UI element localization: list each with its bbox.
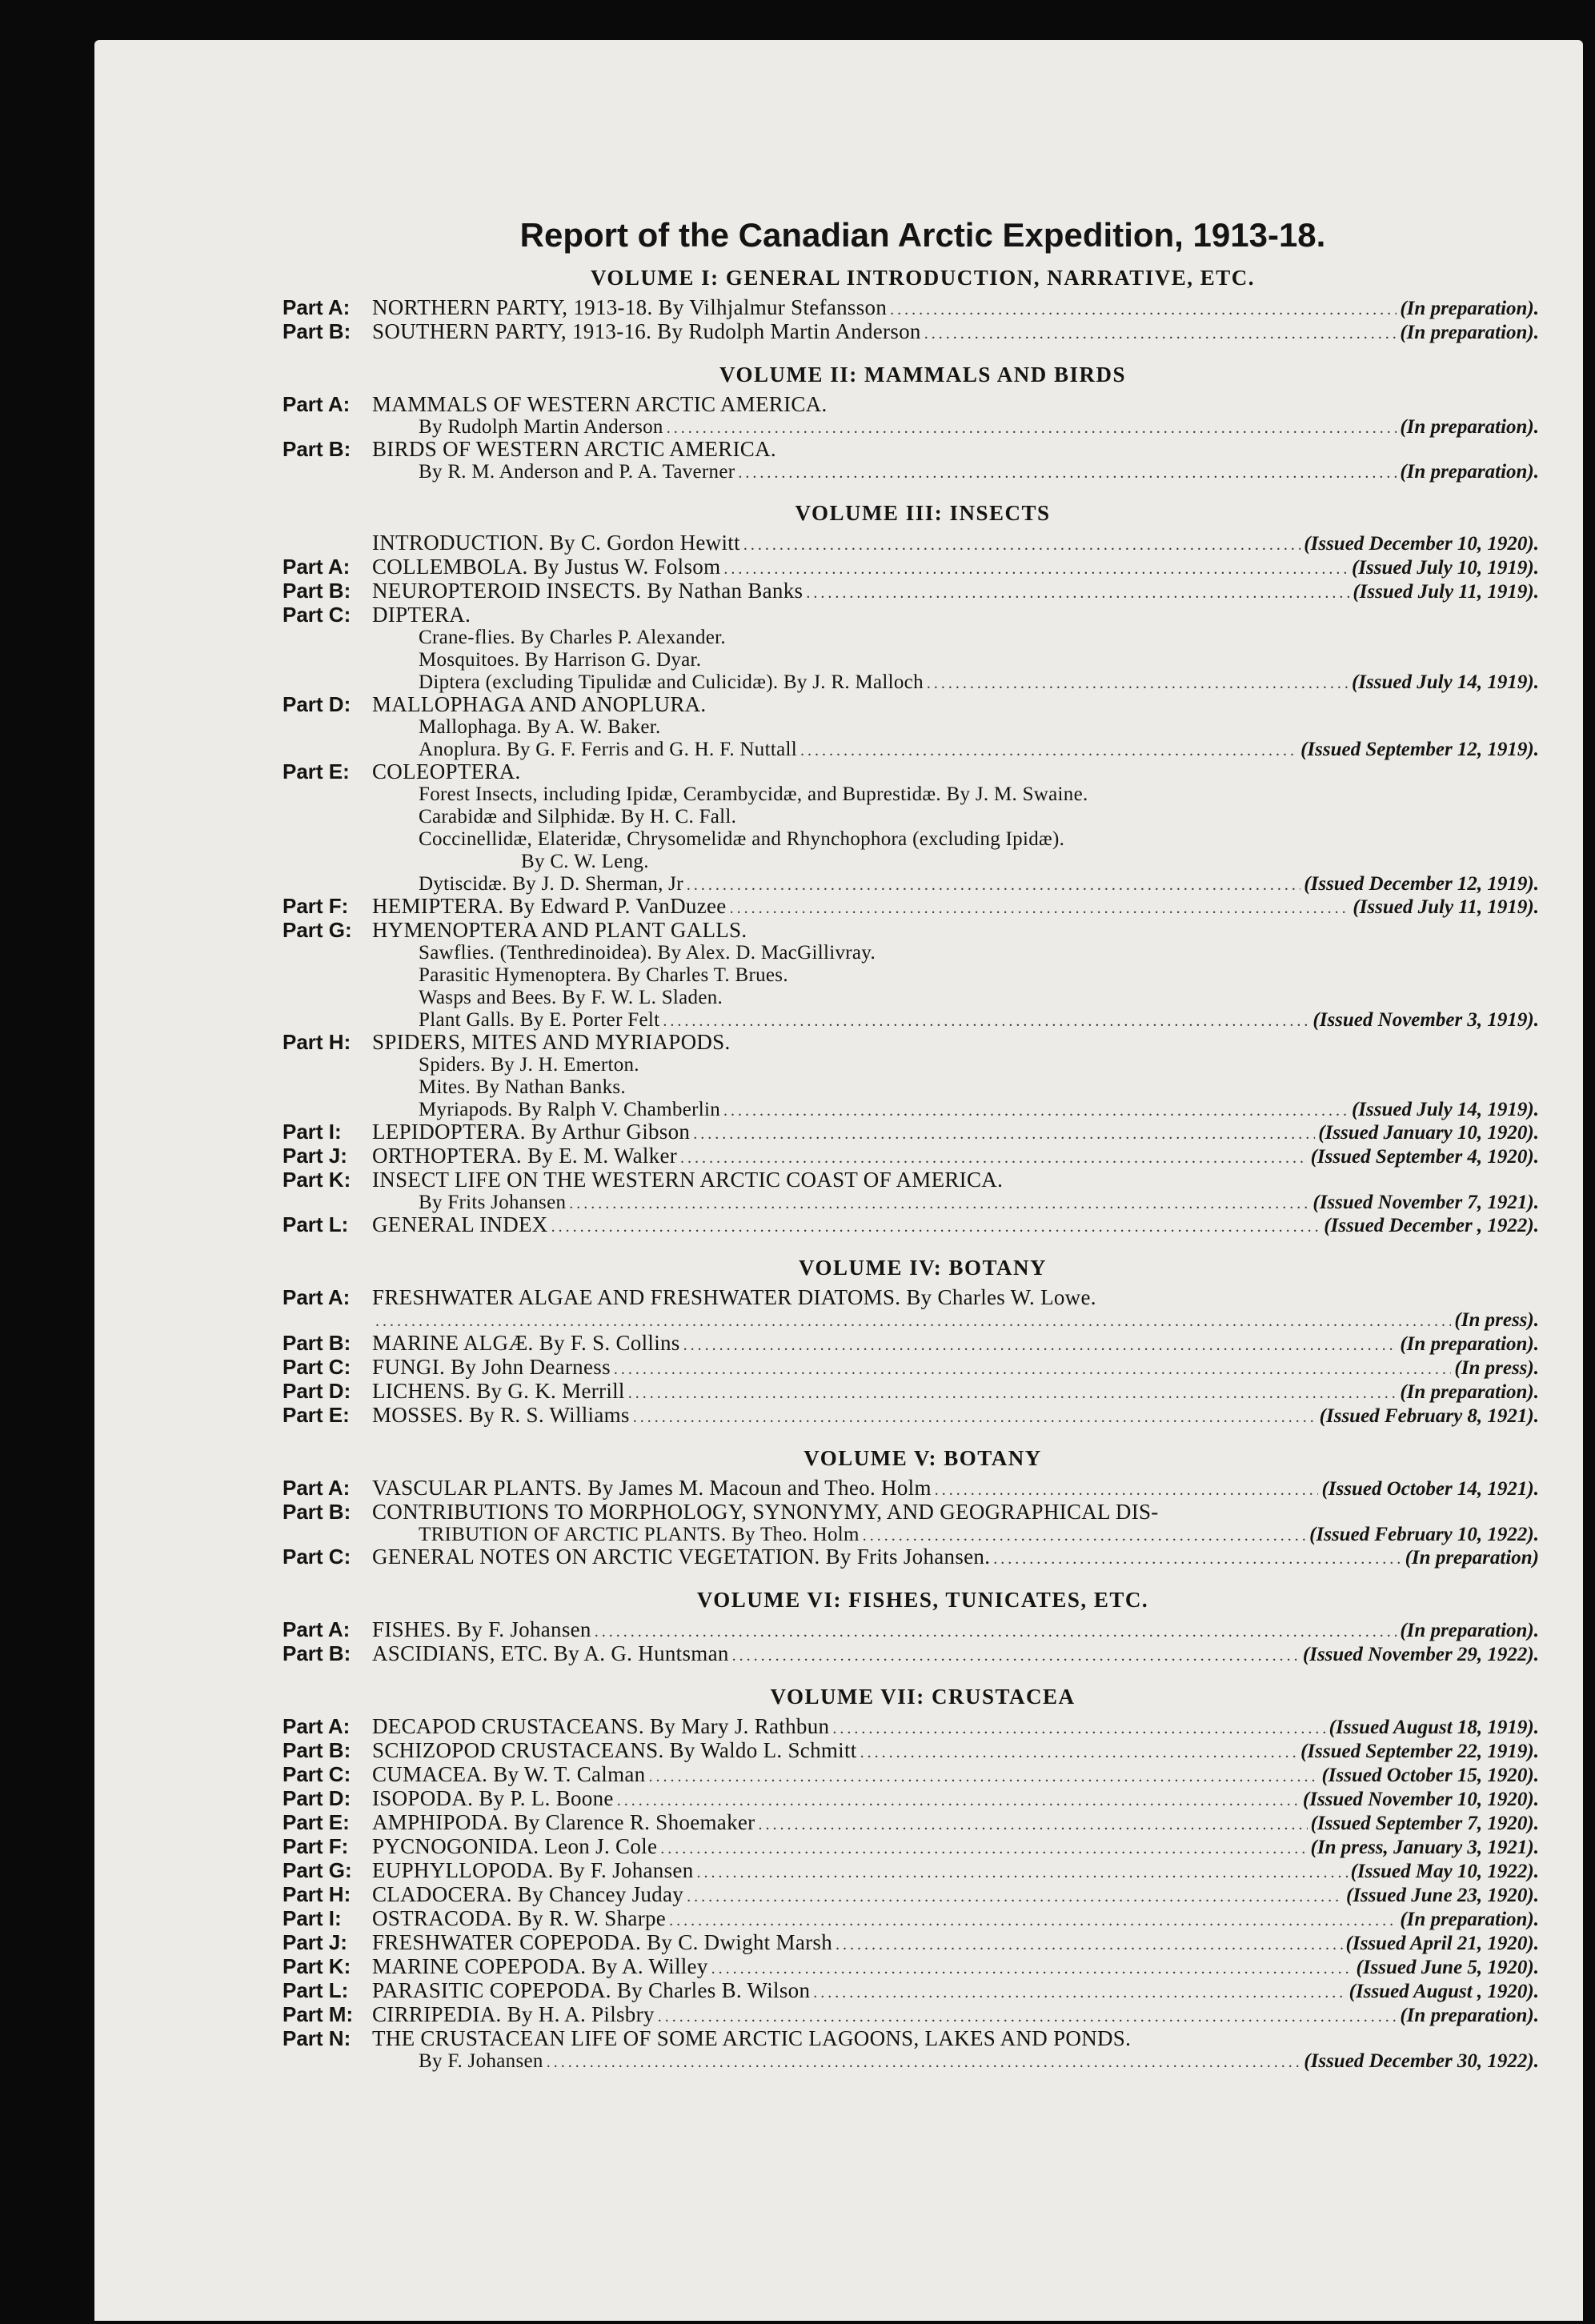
status-label: (Issued February 10, 1922). (1309, 1524, 1539, 1545)
entry-row (283, 1716, 1539, 1740)
part-label: Part B: (283, 1738, 351, 1762)
entry-row (283, 297, 1539, 321)
leader-dots (687, 1886, 1343, 1908)
entry-text: Mosquitoes. By Harrison G. Dyar. (419, 649, 702, 671)
part-label: Part K: (283, 1168, 351, 1192)
entry-text: GENERAL INDEX (372, 1212, 548, 1236)
leader-dots (680, 1148, 1308, 1169)
entry-row (283, 1191, 1539, 1214)
volume-heading: VOLUME VII: CRUSTACEA (770, 1685, 1076, 1709)
leader-dots (832, 1718, 1325, 1740)
entry-text: PARASITIC COPEPODA. By Charles B. Wilson (372, 1978, 811, 2002)
entry-text: OSTRACODA. By R. W. Sharpe (372, 1906, 667, 1930)
part-label: Part H: (283, 1030, 351, 1054)
part-label: Part E: (283, 759, 350, 783)
leader-dots (697, 1862, 1348, 1884)
status-label: (Issued June 5, 1920). (1356, 1957, 1539, 1978)
status-label: (Issued February 8, 1921). (1319, 1405, 1539, 1427)
status-label: (Issued September 12, 1919). (1300, 739, 1539, 760)
leader-dots (927, 673, 1349, 694)
leader-dots (663, 1011, 1309, 1032)
entry-row (283, 783, 1539, 805)
status-label: (In preparation). (1400, 1620, 1539, 1641)
leader-dots (723, 1100, 1349, 1121)
part-label: Part C: (283, 1545, 351, 1569)
entry-text: INTRODUCTION. By C. Gordon Hewitt (372, 531, 740, 555)
entry-text: DIPTERA. (372, 603, 471, 627)
leader-dots (628, 1383, 1397, 1404)
leader-dots (658, 2006, 1397, 2028)
entry-row (283, 648, 1539, 671)
entry-row (283, 1619, 1539, 1643)
entry-text: HYMENOPTERA AND PLANT GALLS. (372, 918, 747, 942)
entry-row (283, 1008, 1539, 1032)
leader-dots (860, 1742, 1298, 1764)
entry-row (283, 1788, 1539, 1812)
entry-row (283, 1169, 1539, 1191)
entry-text: Parasitic Hymenoptera. By Charles T. Brues. (419, 964, 788, 986)
volume-heading: VOLUME I: GENERAL INTRODUCTION, NARRATIVE, ETC. (590, 266, 1256, 290)
entry-text: By R. M. Anderson and P. A. Taverner (419, 461, 735, 483)
status-label: (Issued December , 1922). (1324, 1215, 1539, 1236)
part-label: Part K: (283, 1954, 351, 1978)
leader-dots (738, 463, 1397, 483)
part-label: Part A: (283, 295, 351, 319)
entry-row (283, 321, 1539, 345)
entry-row (283, 896, 1539, 920)
entry-row (283, 1145, 1539, 1169)
status-label: (In preparation). (1400, 322, 1539, 343)
part-label: Part J: (283, 1144, 347, 1168)
part-label: Part D: (283, 1379, 351, 1403)
entry-text: By F. Johansen (419, 2050, 543, 2072)
entry-row (283, 2050, 1539, 2073)
status-label: (In preparation). (1400, 298, 1539, 319)
status-label: (Issued November 3, 1919). (1312, 1009, 1539, 1031)
part-label: Part L: (283, 1978, 349, 2002)
entry-text: ORTHOPTERA. By E. M. Walker (372, 1144, 678, 1168)
part-label: Part I: (283, 1120, 342, 1144)
leader-dots (993, 1549, 1401, 1570)
status-label: (Issued July 11, 1919). (1353, 581, 1539, 603)
status-label: (Issued April 21, 1920). (1345, 1933, 1539, 1954)
entry-text: NORTHERN PARTY, 1913-18. By Vilhjalmur Stefansson (372, 295, 888, 319)
entry-row (283, 580, 1539, 604)
entry-text: Myriapods. By Ralph V. Chamberlin (419, 1099, 721, 1120)
entry-text: By Rudolph Martin Anderson (419, 416, 663, 438)
leader-dots (551, 1216, 1321, 1238)
entry-text: DECAPOD CRUSTACEANS. By Mary J. Rathbun (372, 1714, 830, 1738)
part-label: Part L: (283, 1212, 349, 1236)
part-label: Part H: (283, 1882, 351, 1906)
entry-row (283, 1332, 1539, 1356)
entry-row (283, 805, 1539, 827)
entry-row (283, 1932, 1539, 1956)
status-label: (Issued January 10, 1920). (1318, 1122, 1539, 1144)
status-label: (Issued July 14, 1919). (1351, 1099, 1539, 1120)
status-label: (In preparation). (1400, 1381, 1539, 1403)
entry-text: LICHENS. By G. K. Merrill (372, 1379, 625, 1403)
status-label: (In preparation). (1400, 416, 1539, 438)
leader-dots (617, 1790, 1300, 1812)
leader-dots (648, 1766, 1318, 1788)
entry-row (283, 761, 1539, 783)
part-label: Part D: (283, 692, 351, 716)
entry-text: CLADOCERA. By Chancey Juday (372, 1882, 684, 1906)
entry-text: MOSSES. By R. S. Williams (372, 1403, 630, 1427)
entry-text: FRESHWATER ALGAE AND FRESHWATER DIATOMS. By Charles W. Lowe. (372, 1285, 1096, 1309)
leader-dots (614, 1359, 1452, 1380)
status-label: (In press). (1454, 1357, 1539, 1379)
part-label: Part D: (283, 1786, 351, 1810)
status-label: (In preparation). (1400, 461, 1539, 483)
entry-row (283, 1356, 1539, 1380)
entry-text: THE CRUSTACEAN LIFE OF SOME ARCTIC LAGOONS, LAKES AND PONDS. (372, 2026, 1132, 2050)
part-label: Part C: (283, 1762, 351, 1786)
entry-row (283, 738, 1539, 761)
entry-text: EUPHYLLOPODA. By F. Johansen (372, 1858, 694, 1882)
volume-heading: VOLUME VI: FISHES, TUNICATES, ETC. (696, 1588, 1149, 1612)
leader-dots (669, 1910, 1397, 1932)
entry-text: SOUTHERN PARTY, 1913-16. By Rudolph Martin Anderson (372, 319, 921, 343)
entry-row (283, 1764, 1539, 1788)
leader-dots (633, 1407, 1316, 1428)
part-label: Part I: (283, 1906, 342, 1930)
entry-row (283, 1643, 1539, 1667)
entry-text: SCHIZOPOD CRUSTACEANS. By Waldo L. Schmitt (372, 1738, 857, 1762)
part-label: Part B: (283, 1641, 351, 1665)
entry-row (283, 920, 1539, 941)
entry-text: FRESHWATER COPEPODA. By C. Dwight Marsh (372, 1930, 833, 1954)
entry-text: Dytiscidæ. By J. D. Sherman, Jr (419, 873, 683, 895)
entry-text: Wasps and Bees. By F. W. L. Sladen. (419, 987, 723, 1008)
volume-heading: VOLUME II: MAMMALS AND BIRDS (719, 363, 1126, 387)
part-label: Part A: (283, 555, 351, 579)
leader-dots (935, 1480, 1319, 1501)
entry-text: CIRRIPEDIA. By H. A. Pilsbry (372, 2002, 655, 2026)
leader-dots (547, 2052, 1301, 2073)
entry-text: Carabidæ and Silphidæ. By H. C. Fall. (419, 806, 737, 827)
entry-row (283, 1523, 1539, 1546)
entry-text: COLLEMBOLA. By Justus W. Folsom (372, 555, 721, 579)
status-label: (In preparation). (1400, 1909, 1539, 1930)
part-label: Part G: (283, 1858, 352, 1882)
entry-text: Spiders. By J. H. Emerton. (419, 1054, 639, 1076)
entry-text: SPIDERS, MITES AND MYRIAPODS. (372, 1030, 731, 1054)
entry-text: VASCULAR PLANTS. By James M. Macoun and Theo. Holm (372, 1476, 932, 1500)
leader-dots (723, 559, 1349, 580)
part-label: Part A: (283, 1714, 351, 1738)
part-label: Part A: (283, 1476, 351, 1500)
leader-dots (836, 1934, 1343, 1956)
entry-text: Forest Insects, including Ipidæ, Cerambycidæ, and Buprestidæ. By J. M. Swaine. (419, 783, 1088, 805)
entry-row (283, 827, 1539, 850)
entry-row (283, 1477, 1539, 1501)
entry-row (283, 941, 1539, 964)
part-label: Part N: (283, 2026, 351, 2050)
status-label: (Issued August , 1920). (1349, 1981, 1539, 2002)
leader-dots (890, 299, 1397, 321)
status-label: (Issued December 10, 1920). (1304, 533, 1539, 555)
part-label: Part M: (283, 2002, 354, 2026)
entry-row (283, 394, 1539, 415)
entry-text: Crane-flies. By Charles P. Alexander. (419, 627, 726, 648)
part-label: Part G: (283, 918, 352, 942)
entry-text: BIRDS OF WESTERN ARCTIC AMERICA. (372, 437, 776, 461)
entry-text: Mites. By Nathan Banks. (419, 1076, 626, 1098)
entry-text: MARINE COPEPODA. By A. Willey (372, 1954, 708, 1978)
entry-row (283, 439, 1539, 460)
entry-text: PYCNOGONIDA. Leon J. Cole (372, 1834, 658, 1858)
entry-text: ASCIDIANS, ETC. By A. G. Huntsman (372, 1641, 729, 1665)
entry-text: MARINE ALGÆ. By F. S. Collins (372, 1331, 680, 1355)
entry-row (283, 2028, 1539, 2050)
report-listing (283, 216, 1539, 2073)
status-label: (Issued December 30, 1922). (1304, 2050, 1539, 2072)
entry-row (283, 1980, 1539, 2004)
leader-dots (693, 1124, 1315, 1145)
entry-text: AMPHIPODA. By Clarence R. Shoemaker (372, 1810, 755, 1834)
entry-text: Coccinellidæ, Elateridæ, Chrysomelidæ and Rhynchophora (excluding Ipidæ). (419, 828, 1065, 850)
leader-dots (687, 875, 1300, 896)
leader-dots (863, 1525, 1306, 1546)
entry-text: FUNGI. By John Dearness (372, 1355, 611, 1379)
status-label: (Issued November 7, 1921). (1312, 1192, 1539, 1213)
entry-row (283, 1053, 1539, 1076)
status-label: (Issued September 7, 1920). (1310, 1813, 1539, 1834)
entry-row (283, 1740, 1539, 1764)
entry-row (283, 694, 1539, 715)
entry-row (283, 1546, 1539, 1570)
status-label: (Issued September 4, 1920). (1310, 1146, 1539, 1168)
status-label: (Issued June 23, 1920). (1346, 1885, 1539, 1906)
entry-row (283, 604, 1539, 626)
entry-row (283, 1501, 1539, 1523)
volume-heading: VOLUME IV: BOTANY (799, 1256, 1047, 1280)
status-label: (In preparation). (1400, 1333, 1539, 1355)
part-label: Part C: (283, 603, 351, 627)
leader-dots (743, 535, 1300, 556)
status-label: (Issued September 22, 1919). (1300, 1741, 1539, 1762)
entry-text: By Frits Johansen (419, 1192, 567, 1213)
part-label: Part E: (283, 1810, 350, 1834)
document-page (94, 40, 1583, 2321)
entry-text: ISOPODA. By P. L. Boone (372, 1786, 614, 1810)
entry-text: LEPIDOPTERA. By Arthur Gibson (372, 1120, 691, 1144)
entry-text: TRIBUTION OF ARCTIC PLANTS. By Theo. Holm (419, 1524, 860, 1545)
entry-text: By C. W. Leng. (521, 851, 649, 872)
status-label: (In preparation) (1405, 1547, 1539, 1569)
entry-text: FISHES. By F. Johansen (372, 1617, 591, 1641)
entry-row (283, 1214, 1539, 1238)
entry-row (283, 556, 1539, 580)
entry-row (283, 2004, 1539, 2028)
entry-row (283, 1032, 1539, 1053)
entry-row (283, 1860, 1539, 1884)
leader-dots (730, 898, 1350, 920)
entry-row (283, 1956, 1539, 1980)
entry-row (283, 1836, 1539, 1860)
leader-dots (806, 583, 1349, 604)
part-label: Part F: (283, 1834, 349, 1858)
status-label: (Issued July 14, 1919). (1351, 671, 1539, 693)
status-label: (Issued October 14, 1921). (1321, 1478, 1539, 1500)
entry-text: Mallophaga. By A. W. Baker. (419, 716, 661, 738)
status-label: (Issued August 18, 1919). (1328, 1717, 1539, 1738)
part-label: Part A: (283, 392, 351, 416)
entry-text: GENERAL NOTES ON ARCTIC VEGETATION. By Frits Johansen. (372, 1545, 991, 1569)
part-label: Part B: (283, 579, 351, 603)
entry-row (283, 715, 1539, 738)
entry-text: INSECT LIFE ON THE WESTERN ARCTIC COAST OF AMERICA. (372, 1168, 1004, 1192)
status-label: (In press). (1454, 1309, 1539, 1331)
entry-row (283, 1121, 1539, 1145)
entry-row (283, 1884, 1539, 1908)
entry-row (283, 532, 1539, 556)
status-label: (In press, January 3, 1921). (1310, 1837, 1539, 1858)
entry-text: NEUROPTEROID INSECTS. By Nathan Banks (372, 579, 804, 603)
leader-dots (375, 1311, 1451, 1332)
entry-row (283, 1812, 1539, 1836)
entry-row (283, 1308, 1539, 1332)
leader-dots (924, 323, 1397, 345)
part-label: Part E: (283, 1403, 350, 1427)
part-label: Part B: (283, 319, 351, 343)
part-label: Part A: (283, 1617, 351, 1641)
entry-row (283, 460, 1539, 483)
entry-row (283, 1076, 1539, 1098)
status-label: (Issued May 10, 1922). (1350, 1861, 1539, 1882)
status-label: (Issued July 11, 1919). (1353, 896, 1539, 918)
entry-text: Sawflies. (Tenthredinoidea). By Alex. D. MacGillivray. (419, 942, 876, 964)
entry-text: Diptera (excluding Tipulidæ and Culicidæ). By J. R. Malloch (419, 671, 924, 693)
part-label: Part C: (283, 1355, 351, 1379)
entry-row (283, 626, 1539, 648)
leader-dots (683, 1335, 1397, 1356)
entry-row (283, 986, 1539, 1008)
entry-text: Anoplura. By G. F. Ferris and G. H. F. Nuttall (419, 739, 797, 760)
entry-row (283, 850, 1539, 872)
leader-dots (711, 1958, 1353, 1980)
report-title: Report of the Canadian Arctic Expedition, 1913-18. (519, 216, 1326, 254)
leader-dots (569, 1193, 1309, 1214)
part-label: Part B: (283, 1500, 351, 1524)
status-label: (In preparation). (1400, 2005, 1539, 2026)
entry-text: Plant Galls. By E. Porter Felt (419, 1009, 660, 1031)
leader-dots (758, 1814, 1307, 1836)
status-label: (Issued November 29, 1922). (1302, 1644, 1539, 1665)
entry-row (283, 415, 1539, 439)
entry-text: HEMIPTERA. By Edward P. VanDuzee (372, 894, 727, 918)
entry-text: MAMMALS OF WESTERN ARCTIC AMERICA. (372, 392, 828, 416)
part-label: Part B: (283, 1331, 351, 1355)
entry-row (283, 671, 1539, 694)
leader-dots (660, 1838, 1307, 1860)
status-label: (Issued November 10, 1920). (1302, 1789, 1539, 1810)
entry-row (283, 872, 1539, 896)
entry-row (283, 1380, 1539, 1404)
entry-text: COLEOPTERA. (372, 759, 521, 783)
entry-text: CUMACEA. By W. T. Calman (372, 1762, 646, 1786)
entry-row (283, 1404, 1539, 1428)
part-label: Part A: (283, 1285, 351, 1309)
leader-dots (595, 1621, 1397, 1643)
leader-dots (800, 740, 1297, 761)
entry-row (283, 964, 1539, 986)
part-label: Part B: (283, 437, 351, 461)
leader-dots (732, 1645, 1300, 1667)
part-label: Part J: (283, 1930, 347, 1954)
entry-row (283, 1287, 1539, 1308)
status-label: (Issued December 12, 1919). (1304, 873, 1539, 895)
volume-heading: VOLUME III: INSECTS (795, 501, 1051, 525)
status-label: (Issued October 15, 1920). (1321, 1765, 1539, 1786)
entry-text: MALLOPHAGA AND ANOPLURA. (372, 692, 707, 716)
part-label: Part F: (283, 894, 349, 918)
entry-row (283, 1908, 1539, 1932)
leader-dots (813, 1982, 1345, 2004)
leader-dots (667, 418, 1397, 439)
volume-heading: VOLUME V: BOTANY (804, 1446, 1042, 1470)
status-label: (Issued July 10, 1919). (1351, 557, 1539, 579)
entry-text: CONTRIBUTIONS TO MORPHOLOGY, SYNONYMY, AND GEOGRAPHICAL DIS- (372, 1500, 1159, 1524)
entry-row (283, 1098, 1539, 1121)
